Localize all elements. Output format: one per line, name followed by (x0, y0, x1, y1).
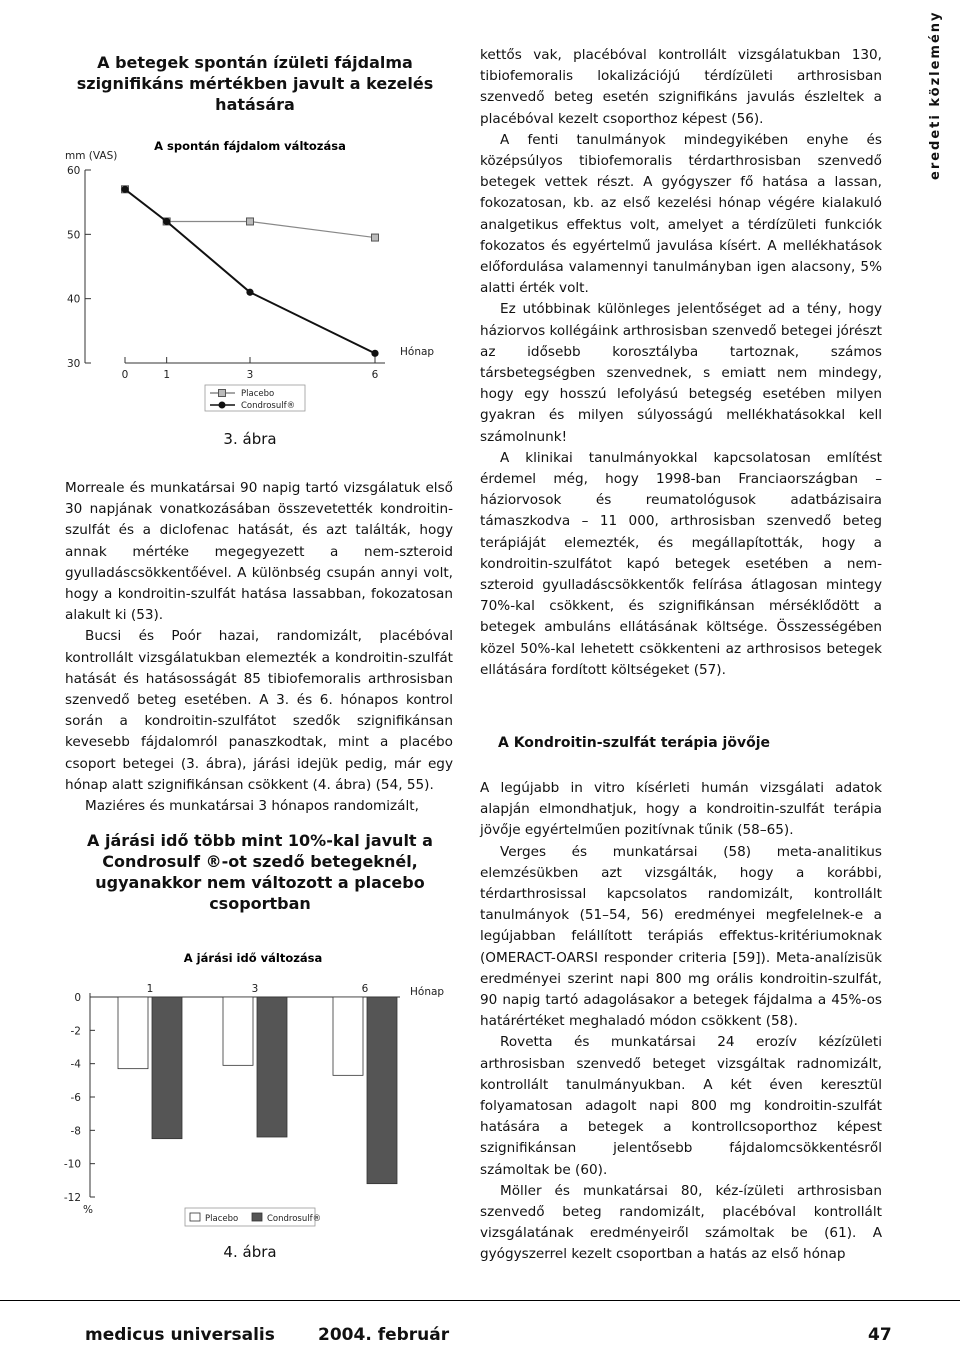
paragraph: Möller és munkatársai 80, kéz-ízületi arthrosisban szenvedő beteg randomizált, placébóval kontrollált vizsgálatának eredményeiről számoltak be (61). A gyógyszerrel kezelt csoportban a hatás az első hónap (480, 1182, 882, 1263)
bar (223, 997, 253, 1065)
bar (367, 997, 397, 1184)
paragraph: kettős vak, placébóval kontrollált vizsgálatukban 130, tibiofemoralis lokalizációjú térdízületi arthrosisban szenvedő beteg esetén szignifikáns javulás észleltek a placébóval kezelt csoporthoz képest (56). (480, 47, 882, 127)
section-heading: A Kondroitin-szulfát terápia jövője (498, 735, 770, 751)
footer-journal: medicus universalis (85, 1325, 275, 1345)
y-tick-label: -2 (70, 1025, 81, 1038)
figure-3-title: A betegek spontán ízületi fájdalma szignifikáns mértékben javult a kezelés hatására (76, 53, 434, 114)
x-tick-label: 3 (251, 983, 259, 995)
bar (333, 997, 363, 1075)
x-tick-label: 0 (121, 369, 129, 381)
bar (118, 997, 148, 1069)
chart-title: A spontán fájdalom változása (154, 139, 346, 153)
legend-marker (219, 402, 226, 409)
legend-label: Placebo (241, 389, 275, 399)
legend-marker (219, 390, 226, 397)
y-tick-label: 50 (67, 229, 81, 242)
figure-4-chart (55, 945, 455, 1235)
y-tick-label: 30 (67, 358, 81, 370)
paragraph: A legújabb in vitro kísérleti humán vizsgálati adatok alapján elmondhatjuk, hogy a kondroitin-szulfát terápia jövője egyértelműen pozitívnak tűnik (58–65). (480, 780, 882, 839)
right-column-text-2 (480, 778, 882, 1266)
data-point (121, 186, 128, 193)
figure-4-title: A járási idő több mint 10%-kal javult a Condrosulf ®-ot szedő betegeknél, ugyanakkor nem változott a placebo csoportban (87, 831, 433, 913)
paragraph: Maziéres és munkatársai 3 hónapos randomizált, (85, 798, 419, 815)
x-tick-label: 3 (246, 369, 254, 381)
paragraph: Ez utóbbinak különleges jelentőséget ad a tény, hogy háziorvos kollégáink arthrosisban szenvedő betegei jórészt az idősebb korosztályba tartoznak, számos társbetegségben szenvednek, s emiatt nem mindegy, hogy egy hosszú lefolyású betegség esetében milyen gyakran és milyen súlyosságú mellékhatásokkal kell számolnunk! (480, 301, 882, 445)
x-tick-label: 1 (146, 983, 154, 995)
x-tick-label: 6 (361, 983, 369, 995)
y-axis-label: % (83, 1204, 93, 1216)
paragraph: Bucsi és Poór hazai, randomizált, placébóval kontrollált vizsgálatukban elemezték a kondroitin-szulfát hatását és hatásosságát 85 tibiofemoralis arthrosisban szenvedő beteg esetében. A 3. és 6. hónapos kontrol során a kondroitin-szulfátot szedők szignifikánsan kevesebb fájdalomról panaszkodtak, mint a placébo csoport betegei (3. ábra), járási idejük pedig, már egy hónap alatt szignifikánsan csökkent (4. ábra) (54, 55). (65, 628, 453, 793)
y-axis-label: mm (VAS) (65, 150, 118, 162)
paragraph: Rovetta és munkatársai 24 erozív kézízületi arthrosisban szenvedő beteget vizsgáltak radnomizált, kontrollált tanulmányukban. A két éven keresztül folyamatosan adagolt napi 800 mg kondroitin-szulfát hatására a betegek a kontrollcsoporthoz képest szignifikánsan jelentősebb fájdalomcsökkentésről számoltak be (60). (480, 1034, 882, 1178)
y-tick-label: -10 (63, 1158, 81, 1171)
series-line (125, 189, 375, 237)
right-column-text-1 (480, 45, 882, 681)
legend-label: Placebo (205, 1214, 239, 1224)
y-tick-label: 40 (67, 293, 81, 306)
paragraph: Verges és munkatársai (58) meta-analitikus elemzésükben azt vizsgálták, hogy a korábbi, térdarthrosissal kapcsolatos randomizált, kontrollált tanulmányok (51–54, 56) eredményei megfelelnek-e a legújabban felállított terápiás effektus-kritériumoknak (OMERACT-OARSI responder criteria [59]). Meta-analízisük eredményei szerint napi 800 mg orális kondroitin-szulfát, 90 napig tartó adagolásakor a betegek fájdalma a 45%-os határértéket meghaladó módon csökkent (58). (480, 843, 882, 1030)
paragraph: A fenti tanulmányok mindegyikében enyhe és középsúlyos tibiofemoralis térdarthrosisban szenvedő betegek vettek részt. A gyógyszer fő hatása a lassan, fokozatosan, kb. az első kezelési hónap végére kialakuló analgetikus effektus volt, amelyet a térdízületi funkciók fokozatos és egyértelmű javulása kísért. A mellékhatások előfordulása valamennyi tanulmányban igen alacsony, 5% alatti érték volt. (480, 131, 882, 297)
data-point (163, 218, 170, 225)
y-tick-label: 60 (67, 165, 81, 177)
legend-swatch (190, 1213, 200, 1221)
x-tick-label: 1 (163, 369, 171, 381)
y-tick-label: 0 (74, 992, 81, 1004)
x-axis-label: Hónap (410, 986, 445, 998)
y-tick-label: -12 (63, 1192, 81, 1204)
page-number: 47 (868, 1325, 892, 1345)
legend-label: Condrosulf® (267, 1214, 322, 1224)
x-axis-label: Hónap (400, 346, 435, 358)
data-point (371, 350, 378, 357)
footer-rule (0, 1300, 960, 1301)
y-tick-label: -8 (70, 1125, 81, 1138)
left-column-text (65, 478, 453, 817)
x-tick-label: 6 (371, 369, 379, 381)
y-tick-label: -6 (70, 1092, 81, 1104)
paragraph: A klinikai tanulmányokkal kapcsolatosan említést érdemel még, hogy 1998-ban Franciaországban – háziorvosok és reumatológusok adatbázisaira támaszkodva – 11 000, arthrosisban szenvedő beteg terápiáját elemezték, és megállapították, hogy a kondroitin-szulfátot kapó betegek esetében a nem-szteroid gyulladáscsökkentők felírása átlagosan mintegy 70%-kal csökkent, és szignifikánsan mérséklődött a betegek ambuláns ellátásának költsége. Összességében közel 50%-kal lehetett csökkenteni az arthrosisos betegek ellátására fordított költségeket (57). (480, 449, 882, 678)
figure-4-caption: 4. ábra (223, 1243, 277, 1261)
figure-3-caption: 3. ábra (223, 430, 277, 448)
paragraph: Morreale és munkatársai 90 napig tartó vizsgálatuk első 30 napjának vonatkozásában összevetették kondroitin-szulfát és a diclofenac hatását, és azt találták, hogy annak mértéke megegyezett a nem-szteroid gyulladáscsökkentőével. A különbség csupán annyi volt, hogy a kondroitin-szulfát hatása lassabban, fokozatosan alakult ki (53). (65, 480, 453, 624)
chart-title: A járási idő változása (183, 951, 323, 965)
footer-date: 2004. február (318, 1325, 450, 1345)
figure-3-chart (55, 135, 455, 430)
section-tag: eredeti közlemény (928, 10, 943, 180)
bar (257, 997, 287, 1137)
legend-label: Condrosulf® (241, 401, 296, 411)
series-line (125, 189, 375, 353)
bar (152, 997, 182, 1139)
data-point (372, 234, 379, 241)
data-point (247, 218, 254, 225)
legend-swatch (252, 1213, 262, 1221)
data-point (246, 289, 253, 296)
y-tick-label: -4 (70, 1058, 81, 1071)
